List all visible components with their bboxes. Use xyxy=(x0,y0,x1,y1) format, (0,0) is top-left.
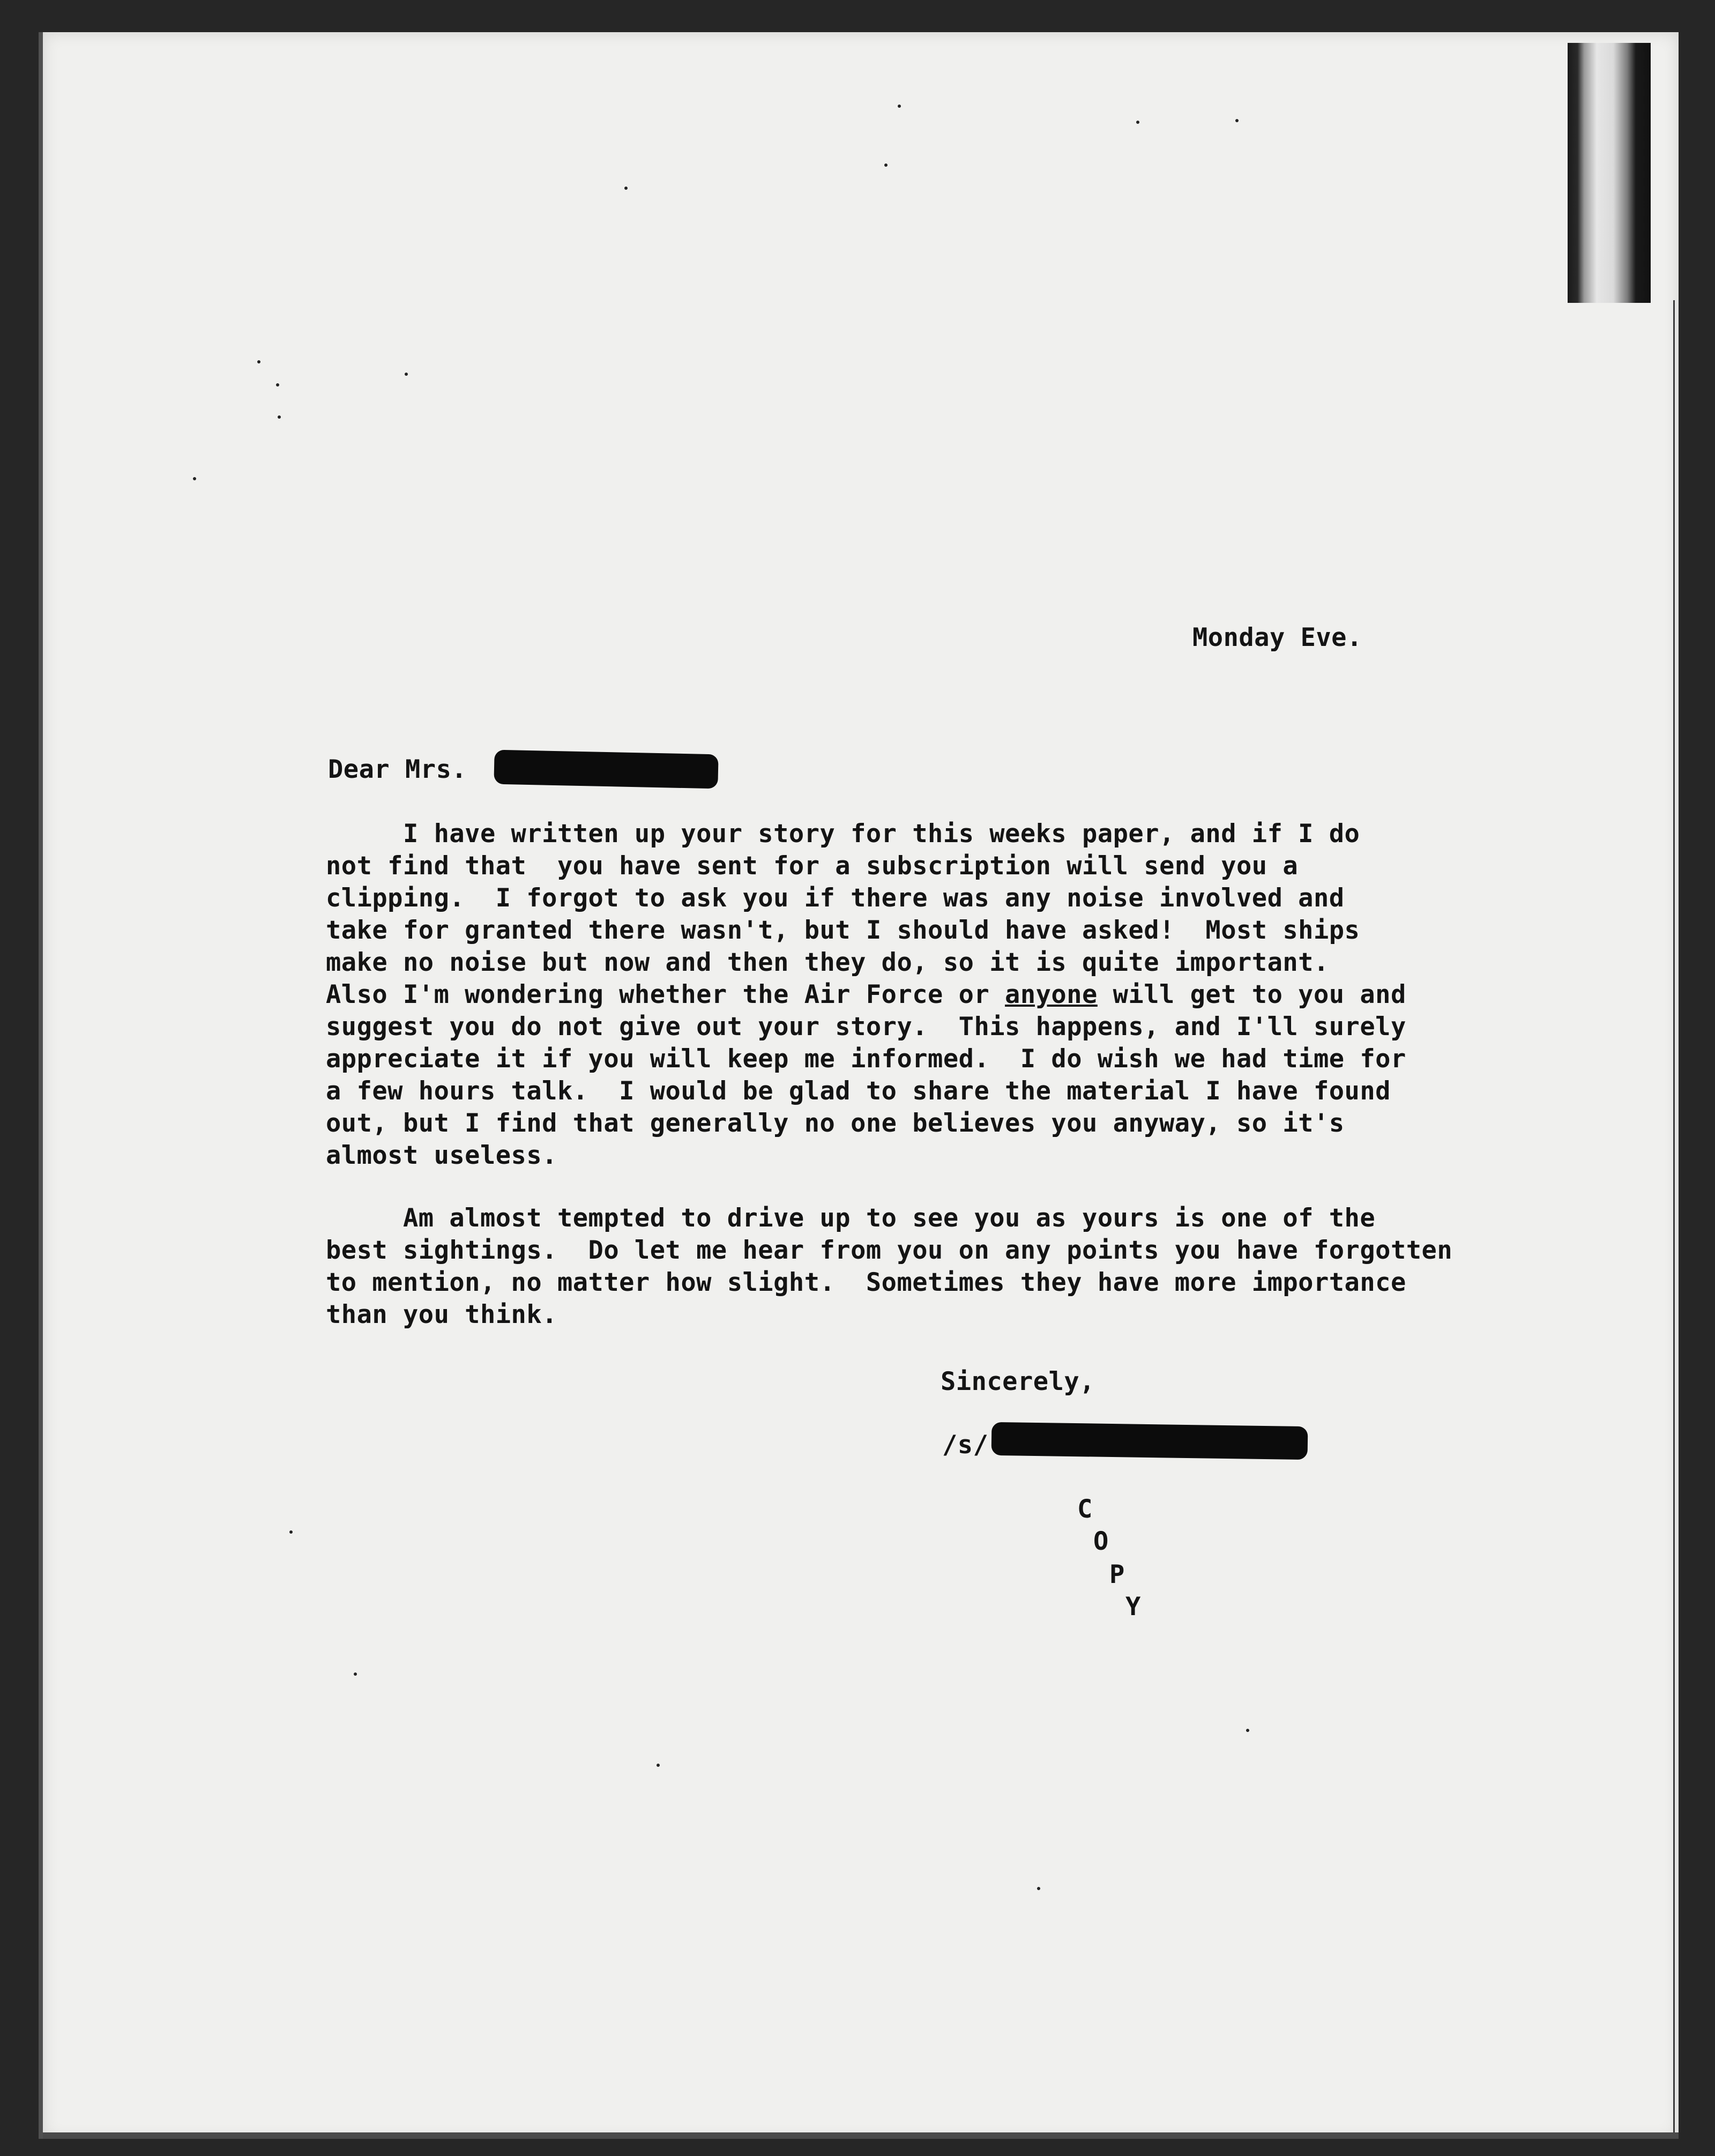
paragraph-line: Am almost tempted to drive up to see you as yours is one of the xyxy=(326,1203,1376,1233)
line-text: will get to you and xyxy=(1097,980,1406,1009)
scan-bottom-edge xyxy=(43,2132,1679,2139)
paragraph-line: appreciate it if you will keep me informed. I do wish we had time for xyxy=(326,1044,1406,1074)
scan-speck xyxy=(278,415,281,419)
scan-right-edge xyxy=(1673,300,1675,2133)
paragraph-line: out, but I find that generally no one believes you anyway, so it's xyxy=(326,1109,1345,1138)
paragraph-line: a few hours talk. I would be glad to share the material I have found xyxy=(326,1076,1391,1106)
copy-mark-letter: C xyxy=(1077,1495,1093,1524)
paragraph-line: not find that you have sent for a subscription will send you a xyxy=(326,851,1299,881)
scan-speck xyxy=(257,360,260,363)
redacted-signature xyxy=(991,1422,1308,1460)
scan-speck xyxy=(1136,121,1139,124)
scan-speck xyxy=(276,383,279,386)
scan-speck xyxy=(354,1672,357,1676)
paragraph-line: best sightings. Do let me hear from you on any points you have forgotten xyxy=(326,1236,1453,1265)
paragraph-line: clipping. I forgot to ask you if there was any noise involved and xyxy=(326,883,1345,913)
scan-speck xyxy=(898,105,901,108)
scan-speck xyxy=(405,373,408,376)
salutation: Dear Mrs. xyxy=(328,755,467,784)
scan-edge-artifact xyxy=(1568,43,1651,303)
underlined-word: anyone xyxy=(1005,980,1098,1009)
copy-mark-letter: Y xyxy=(1125,1592,1141,1622)
paragraph-line: than you think. xyxy=(326,1300,557,1329)
scan-speck xyxy=(657,1764,660,1767)
scan-speck xyxy=(624,187,628,190)
scan-speck xyxy=(289,1530,293,1534)
scan-speck xyxy=(1235,119,1239,122)
paragraph-line: almost useless. xyxy=(326,1141,557,1170)
paragraph-line: take for granted there wasn't, but I should have asked! Most ships xyxy=(326,916,1360,945)
signature-prefix: /s/ xyxy=(942,1430,989,1460)
line-text: Also I'm wondering whether the Air Force or xyxy=(326,980,1005,1009)
scan-speck xyxy=(1037,1887,1040,1890)
redacted-recipient-name xyxy=(494,750,718,789)
paragraph-line: make no noise but now and then they do, so it is quite important. xyxy=(326,948,1329,977)
letter-date: Monday Eve. xyxy=(1192,623,1362,652)
paragraph-line xyxy=(326,980,1406,1009)
paragraph-line: I have written up your story for this weeks paper, and if I do xyxy=(326,819,1360,849)
copy-mark-letter: O xyxy=(1093,1527,1109,1556)
closing: Sincerely, xyxy=(941,1367,1095,1396)
scan-speck xyxy=(193,477,196,480)
scan-speck xyxy=(1246,1729,1249,1732)
scan-speck xyxy=(884,163,888,167)
paragraph-line: suggest you do not give out your story. This happens, and I'll surely xyxy=(326,1012,1406,1042)
copy-mark-letter: P xyxy=(1109,1560,1125,1589)
paragraph-line: to mention, no matter how slight. Sometimes they have more importance xyxy=(326,1268,1406,1297)
